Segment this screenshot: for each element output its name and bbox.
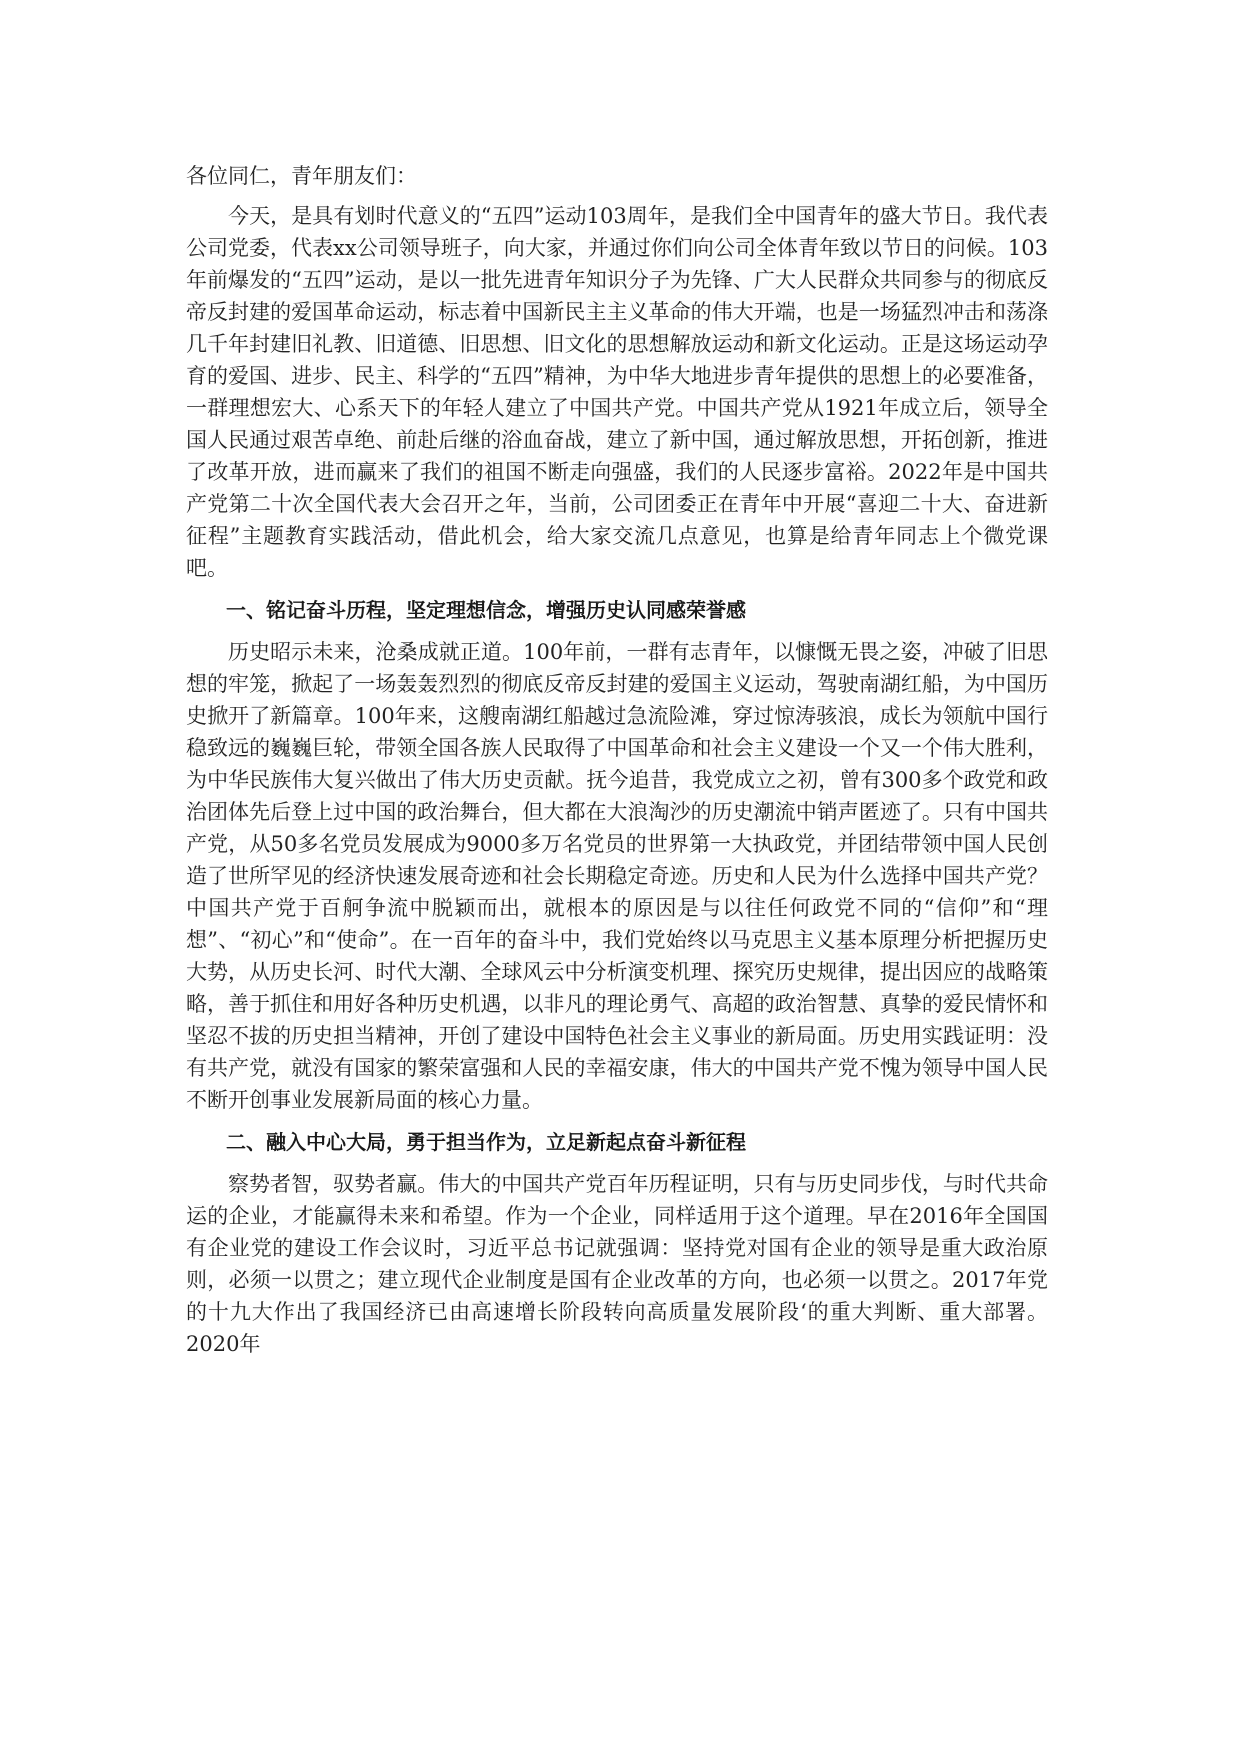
intro-paragraph: 今天，是具有划时代意义的“五四”运动103周年，是我们全中国青年的盛大节日。我代表公司党委，代表xx公司领导班子，向大家，并通过你们向公司全体青年致以节日的问候。103年前爆发的“五四”运动，是以一批先进青年知识分子为先锋、广大人民群众共同参与的彻底反帝反封建的爱国革命运动，标志着中国新民主主义革命的伟大开端，也是一场猛烈冲击和荡涤几千年封建旧礼教、旧道德、旧思想、旧文化的思想解放运动和新文化运动。正是这场运动孕育的爱国、进步、民主、科学的“五四”精神，为中华大地进步青年提供的思想上的必要准备，一群理想宏大、心系天下的年轻人建立了中国共产党。中国共产党从1921年成立后，领导全国人民通过艰苦卓绝、前赴后继的浴血奋战，建立了新中国，通过解放思想，开拓创新，推进了改革开放，进而赢来了我们的祖国不断走向强盛，我们的人民逐步富裕。2022年是中国共产党第二十次全国代表大会召开之年，当前，公司团委正在青年中开展“喜迎二十大、奋进新征程”主题教育实践活动，借此机会，给大家交流几点意见，也算是给青年同志上个微党课吧。 [186, 204, 1048, 580]
greeting: 各位同仁，青年朋友们： [186, 164, 417, 188]
section-2-heading: 二、融入中心大局，勇于担当作为，立足新起点奋斗新征程 [226, 1130, 746, 1154]
section-1-body: 历史昭示未来，沧桑成就正道。100年前，一群有志青年，以慷慨无畏之姿，冲破了旧思想的牢笼，掀起了一场轰轰烈烈的彻底反帝反封建的爱国主义运动，驾驶南湖红船，为中国历史掀开了新篇章。100年来，这艘南湖红船越过急流险滩，穿过惊涛骇浪，成长为领航中国行稳致远的巍巍巨轮，带领全国各族人民取得了中国革命和社会主义建设一个又一个伟大胜利，为中华民族伟大复兴做出了伟大历史贡献。抚今追昔，我党成立之初，曾有300多个政党和政治团体先后登上过中国的政治舞台，但大都在大浪淘沙的历史潮流中销声匿迹了。只有中国共产党，从50多名党员发展成为9000多万名党员的世界第一大执政党，并团结带领中国人民创造了世所罕见的经济快速发展奇迹和社会长期稳定奇迹。历史和人民为什么选择中国共产党？中国共产党于百舸争流中脱颖而出，就根本的原因是与以往任何政党不同的“信仰”和“理想”、“初心”和“使命”。在一百年的奋斗中，我们党始终以马克思主义基本原理分析把握历史大势，从历史长河、时代大潮、全球风云中分析演变机理、探究历史规律，提出因应的战略策略，善于抓住和用好各种历史机遇，以非凡的理论勇气、高超的政治智慧、真挚的爱民情怀和坚忍不拔的历史担当精神，开创了建设中国特色社会主义事业的新局面。历史用实践证明：没有共产党，就没有国家的繁荣富强和人民的幸福安康，伟大的中国共产党不愧为领导中国人民不断开创事业发展新局面的核心力量。 [186, 640, 1048, 1112]
document-page [186, 160, 1048, 1370]
section-2-body: 察势者智，驭势者赢。伟大的中国共产党百年历程证明，只有与历史同步伐，与时代共命运的企业，才能赢得未来和希望。作为一个企业，同样适用于这个道理。早在2016年全国国有企业党的建设工作会议时，习近平总书记就强调：坚持党对国有企业的领导是重大政治原则，必须一以贯之；建立现代企业制度是国有企业改革的方向，也必须一以贯之。2017年党的十九大作出了我国经济已由高速增长阶段转向高质量发展阶段‘的重大判断、重大部署。2020年 [186, 1172, 1048, 1356]
section-1-heading: 一、铭记奋斗历程，坚定理想信念，增强历史认同感荣誉感 [226, 598, 746, 622]
